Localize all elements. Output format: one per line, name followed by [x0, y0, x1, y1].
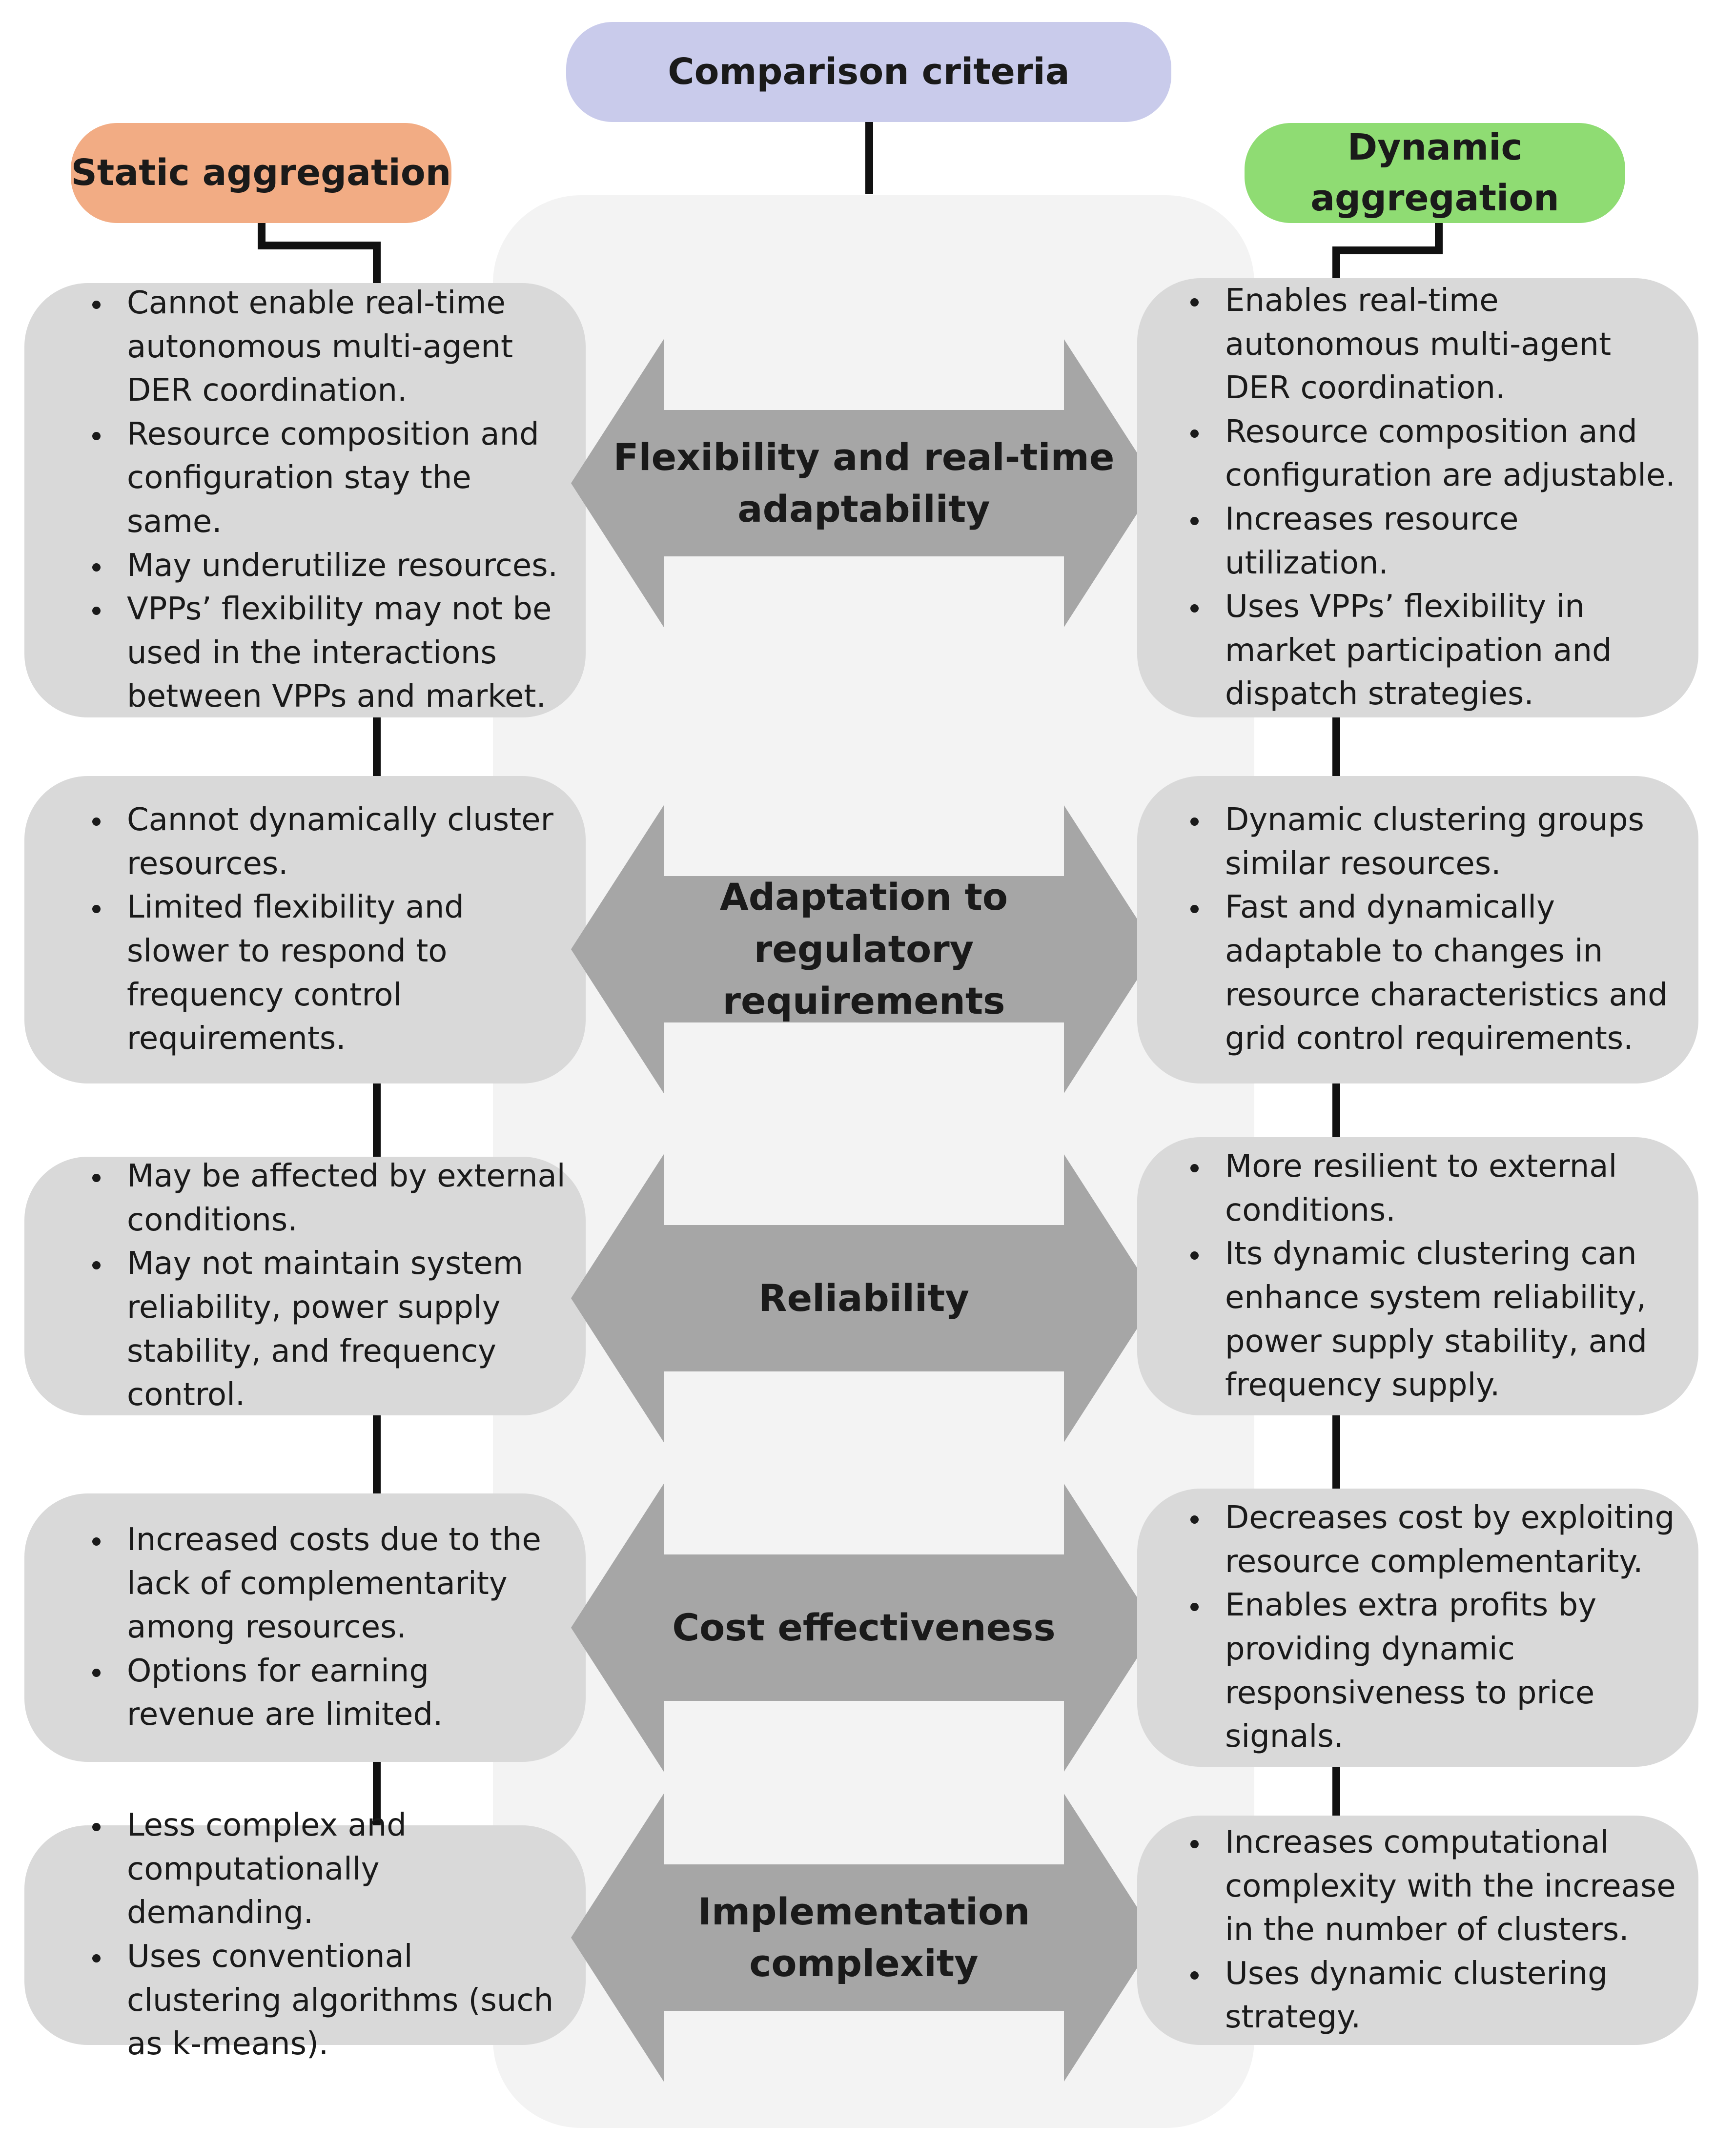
- static-connector-to-box: [373, 242, 381, 286]
- static-aggregation-label: Static aggregation: [71, 151, 451, 194]
- dynamic-connector-drop: [1435, 222, 1443, 254]
- list-item: • Limited flexibility and slower to respond to frequency control requirements.: [112, 886, 566, 1061]
- list-item: • Its dynamic clustering can enhance system reliability, power supply stability, and frequency supply.: [1210, 1232, 1679, 1407]
- list-item: • Increases resource utilization.: [1210, 498, 1679, 585]
- dynamic-list-complexity: [1137, 1821, 1698, 2040]
- criterion-line: complexity: [749, 1942, 979, 1985]
- comparison-criteria-header: [566, 22, 1171, 122]
- static-box-regulatory: [24, 776, 586, 1083]
- dynamic-box-regulatory: [1137, 776, 1698, 1083]
- list-item: • Options for earning revenue are limited.: [112, 1650, 566, 1737]
- criterion-line: Implementation: [697, 1889, 1030, 1933]
- dynamic-list-regulatory: [1137, 798, 1698, 1061]
- list-item: • Resource composition and configuration stay the same.: [112, 413, 566, 544]
- dynamic-spine-line: [1332, 717, 1340, 776]
- dynamic-aggregation-label-line1: Dynamic: [1347, 126, 1523, 168]
- list-item: • Dynamic clustering groups similar resources.: [1210, 798, 1679, 886]
- dynamic-list-cost: [1137, 1496, 1698, 1759]
- list-item: • Decreases cost by exploiting resource complementarity.: [1210, 1496, 1679, 1584]
- static-connector-drop: [258, 222, 266, 249]
- list-item: • Cannot enable real-time autonomous multi-agent DER coordination.: [112, 282, 566, 413]
- criterion-label-complexity: [610, 1874, 1118, 2001]
- static-box-flexibility: [24, 283, 586, 717]
- list-item: • More resilient to external conditions.: [1210, 1145, 1679, 1232]
- comparison-criteria-label: Comparison criteria: [668, 50, 1070, 93]
- list-item: • Enables real-time autonomous multi-agent DER coordination.: [1210, 279, 1679, 410]
- dynamic-spine-line: [1332, 1083, 1340, 1137]
- criterion-label-reliability: [610, 1264, 1118, 1332]
- list-item: • Fast and dynamically adaptable to changes in resource characteristics and grid control requirements.: [1210, 886, 1679, 1061]
- list-item: • Increases computational complexity with the increase in the number of clusters.: [1210, 1821, 1679, 1952]
- static-spine-line: [373, 717, 381, 776]
- static-list-complexity: [24, 1804, 586, 2066]
- list-item: • Cannot dynamically cluster resources.: [112, 798, 566, 886]
- list-item: • Enables extra profits by providing dynamic responsiveness to price signals.: [1210, 1584, 1679, 1758]
- static-box-reliability: [24, 1157, 586, 1415]
- criterion-line: Cost effectiveness: [672, 1605, 1056, 1649]
- static-aggregation-header: [71, 123, 451, 223]
- list-item: • Increased costs due to the lack of complementarity among resources.: [112, 1518, 566, 1650]
- static-box-cost: [24, 1493, 586, 1762]
- dynamic-box-complexity: [1137, 1816, 1698, 2045]
- criterion-line: Flexibility and real-time: [613, 435, 1115, 479]
- criterion-line: requirements: [722, 979, 1005, 1023]
- dynamic-aggregation-label-line2: aggregation: [1310, 177, 1559, 219]
- criterion-line: Reliability: [758, 1276, 969, 1320]
- dynamic-aggregation-header: [1245, 123, 1625, 223]
- list-item: • Resource composition and configuration are adjustable.: [1210, 410, 1679, 498]
- static-spine-line: [373, 1415, 381, 1493]
- criterion-label-flexibility: [610, 420, 1118, 547]
- static-list-regulatory: [24, 798, 586, 1061]
- list-item: • May be affected by external conditions.: [112, 1155, 566, 1242]
- list-item: • Uses dynamic clustering strategy.: [1210, 1952, 1679, 2040]
- dynamic-list-flexibility: [1137, 279, 1698, 716]
- list-item: • May not maintain system reliability, power supply stability, and frequency control.: [112, 1242, 566, 1417]
- list-item: • May underutilize resources.: [112, 544, 566, 588]
- static-connector-elbow: [258, 242, 381, 249]
- dynamic-box-cost: [1137, 1489, 1698, 1767]
- static-list-cost: [24, 1518, 586, 1737]
- dynamic-box-flexibility: [1137, 278, 1698, 717]
- dynamic-list-reliability: [1137, 1145, 1698, 1408]
- static-list-reliability: [24, 1155, 586, 1417]
- dynamic-connector-elbow: [1332, 246, 1443, 254]
- dynamic-box-reliability: [1137, 1137, 1698, 1415]
- criterion-line: Adaptation to regulatory: [719, 875, 1008, 971]
- list-item: • VPPs’ flexibility may not be used in the interactions between VPPs and market.: [112, 588, 566, 719]
- criteria-connector-line: [865, 122, 873, 194]
- static-spine-line: [373, 1083, 381, 1157]
- static-box-complexity: [24, 1807, 586, 2063]
- list-item: • Uses conventional clustering algorithms (such as k-means).: [112, 1935, 566, 2066]
- dynamic-connector-to-box: [1332, 246, 1340, 281]
- list-item: • Less complex and computationally demanding.: [112, 1804, 566, 1935]
- criterion-label-cost: [610, 1594, 1118, 1662]
- criterion-line: adaptability: [737, 487, 990, 531]
- criterion-label-regulatory: [610, 875, 1118, 1023]
- list-item: • Uses VPPs’ flexibility in market participation and dispatch strategies.: [1210, 585, 1679, 716]
- dynamic-spine-line: [1332, 1415, 1340, 1493]
- static-list-flexibility: [24, 282, 586, 719]
